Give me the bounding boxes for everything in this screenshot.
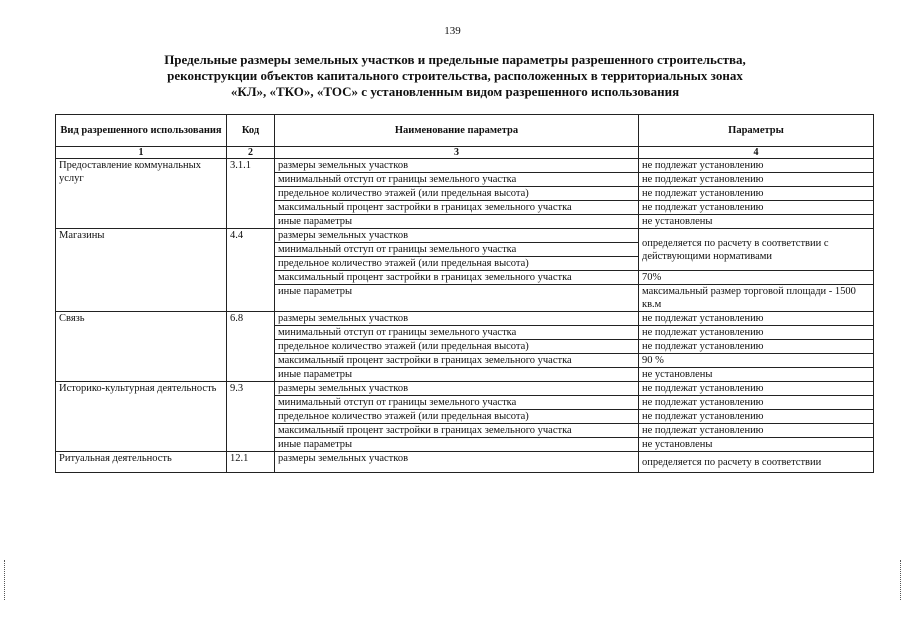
value-cell: не подлежат установлению <box>639 312 874 326</box>
value-cell: не подлежат установлению <box>639 201 874 215</box>
left-edge-marks <box>4 560 9 600</box>
table-row <box>56 159 874 173</box>
header-number-3: 3 <box>275 147 639 159</box>
document-title <box>40 52 870 100</box>
param-cell: предельное количество этажей (или предельная высота) <box>275 257 639 271</box>
param-cell: максимальный процент застройки в границах земельного участка <box>275 354 639 368</box>
header-param-name: Наименование параметра <box>275 115 639 147</box>
param-cell: размеры земельных участков <box>275 312 639 326</box>
value-cell: не подлежат установлению <box>639 424 874 438</box>
param-cell: минимальный отступ от границы земельного участка <box>275 173 639 187</box>
title-line-1: Предельные размеры земельных участков и предельные параметры разрешенного строительства, <box>164 52 746 67</box>
value-cell: не установлены <box>639 438 874 452</box>
param-cell: предельное количество этажей (или предельная высота) <box>275 340 639 354</box>
param-cell: иные параметры <box>275 368 639 382</box>
param-cell: иные параметры <box>275 438 639 452</box>
table-row <box>56 312 874 326</box>
param-cell: минимальный отступ от границы земельного участка <box>275 396 639 410</box>
param-cell: размеры земельных участков <box>275 452 639 473</box>
value-cell: не установлены <box>639 215 874 229</box>
param-cell: максимальный процент застройки в границах земельного участка <box>275 271 639 285</box>
code-cell: 4.4 <box>227 229 275 312</box>
use-type-cell: Историко-культурная деятельность <box>56 382 227 452</box>
value-cell: не подлежат установлению <box>639 396 874 410</box>
value-cell: 90 % <box>639 354 874 368</box>
param-cell: минимальный отступ от границы земельного участка <box>275 326 639 340</box>
param-cell: размеры земельных участков <box>275 159 639 173</box>
header-number-4: 4 <box>639 147 874 159</box>
use-type-cell: Связь <box>56 312 227 382</box>
use-type-cell: Магазины <box>56 229 227 312</box>
param-cell: предельное количество этажей (или предельная высота) <box>275 410 639 424</box>
value-cell: не подлежат установлению <box>639 382 874 396</box>
code-cell: 3.1.1 <box>227 159 275 229</box>
use-type-cell: Предоставление коммунальных услуг <box>56 159 227 229</box>
value-cell: не подлежат установлению <box>639 173 874 187</box>
value-cell: 70% <box>639 271 874 285</box>
value-cell: определяется по расчету в соответствии с действующими нормативами <box>639 229 874 271</box>
value-cell: не подлежат установлению <box>639 187 874 201</box>
header-number-2: 2 <box>227 147 275 159</box>
code-cell: 9.3 <box>227 382 275 452</box>
param-cell: размеры земельных участков <box>275 382 639 396</box>
table-row <box>56 452 874 473</box>
right-edge-marks <box>896 560 901 600</box>
parameters-table <box>55 114 874 473</box>
title-line-2: реконструкции объектов капитального строительства, расположенных в территориальных зонах <box>167 68 743 83</box>
value-cell: не установлены <box>639 368 874 382</box>
header-code: Код <box>227 115 275 147</box>
value-cell: не подлежат установлению <box>639 410 874 424</box>
param-cell: максимальный процент застройки в границах земельного участка <box>275 201 639 215</box>
value-cell: определяется по расчету в соответствии <box>639 452 874 473</box>
code-cell: 12.1 <box>227 452 275 473</box>
value-cell: не подлежат установлению <box>639 326 874 340</box>
value-cell: не подлежат установлению <box>639 340 874 354</box>
value-cell: максимальный размер торговой площади - 1500 кв.м <box>639 285 874 312</box>
value-cell: не подлежат установлению <box>639 159 874 173</box>
header-params: Параметры <box>639 115 874 147</box>
use-type-cell: Ритуальная деятельность <box>56 452 227 473</box>
code-cell: 6.8 <box>227 312 275 382</box>
param-cell: минимальный отступ от границы земельного участка <box>275 243 639 257</box>
table-row <box>56 382 874 396</box>
header-use-type: Вид разрешенного использования <box>56 115 227 147</box>
param-cell: максимальный процент застройки в границах земельного участка <box>275 424 639 438</box>
param-cell: предельное количество этажей (или предельная высота) <box>275 187 639 201</box>
page-number: 139 <box>444 25 461 37</box>
table-row <box>56 229 874 243</box>
title-line-3: «КЛ», «ТКО», «ТОС» с установленным видом разрешенного использования <box>230 84 680 99</box>
param-cell: иные параметры <box>275 285 639 312</box>
param-cell: размеры земельных участков <box>275 229 639 243</box>
header-number-1: 1 <box>56 147 227 159</box>
param-cell: иные параметры <box>275 215 639 229</box>
